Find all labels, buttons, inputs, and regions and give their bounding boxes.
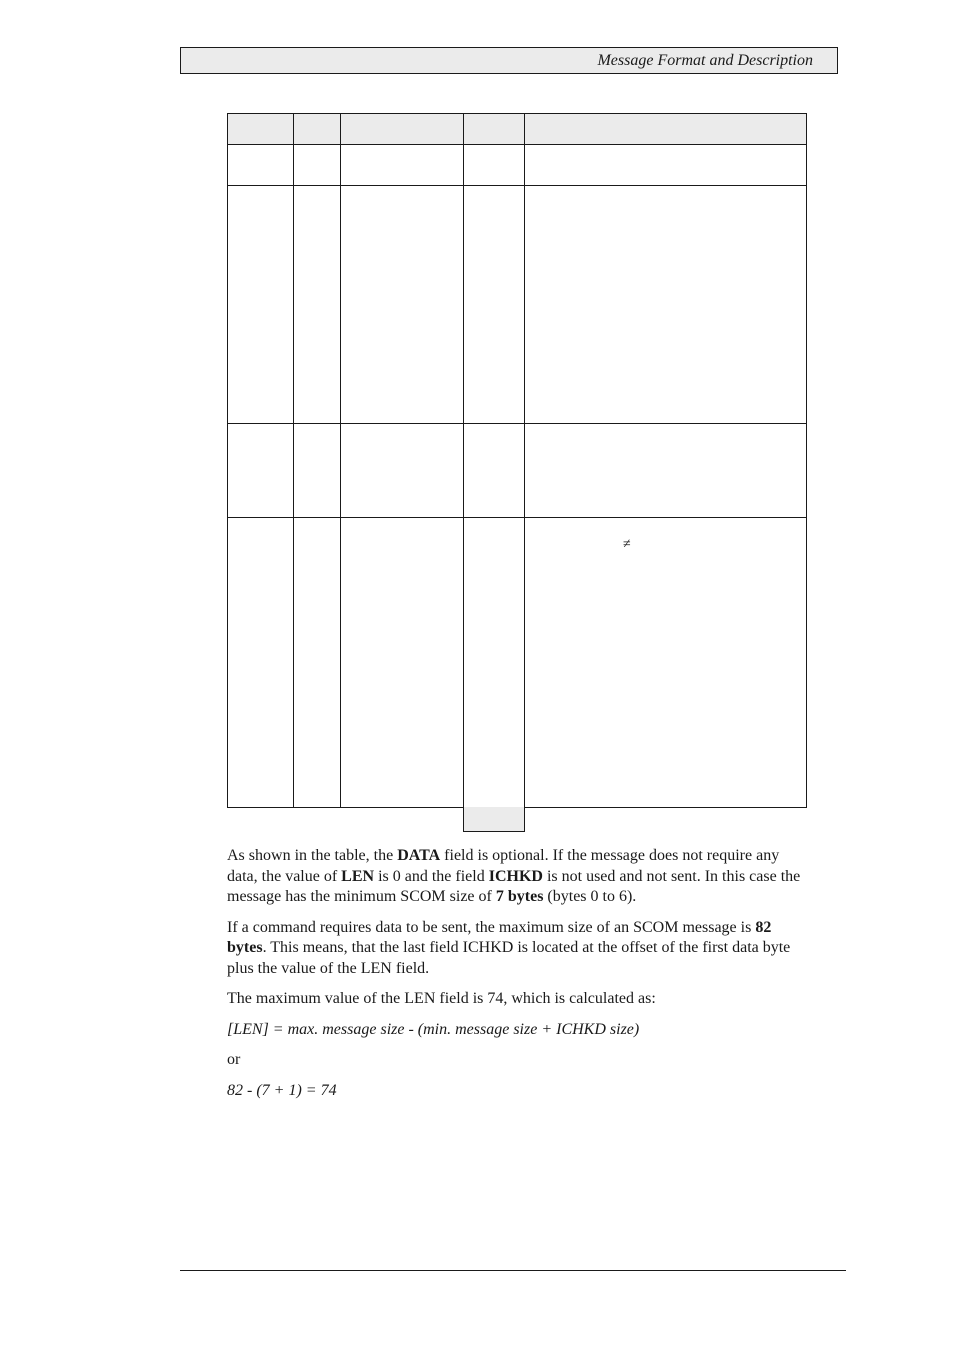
message-format-table (227, 113, 807, 808)
not-equal-symbol: ≠ (623, 537, 631, 552)
table-header-row (228, 114, 807, 145)
running-header (180, 47, 838, 74)
header-cell (525, 114, 807, 145)
formula-general: [LEN] = max. message size - (min. message size + ICHKD size) (227, 1020, 640, 1038)
paragraph-len-max: The maximum value of the LEN field is 74, which is calculated as: (227, 990, 656, 1007)
footer-rule (180, 1270, 846, 1271)
table-border-gap (805, 322, 806, 346)
header-title: Message Format and Description (597, 52, 813, 69)
table-tail-cell (463, 807, 525, 832)
header-cell (294, 114, 341, 145)
table-row (228, 145, 807, 186)
message-format-table-wrapper (227, 113, 806, 808)
table-row (228, 518, 807, 808)
paragraph-max-size: If a command requires data to be sent, the maximum size of an SCOM message is 82 bytes. This means, that the last field ICHKD is located at the offset of the first data byte plus the value of the LEN field. (227, 918, 791, 977)
paragraph-data-optional: As shown in the table, the DATA field is optional. If the message does not require any data, the value of LEN is 0 and the field ICHKD is not used and not sent. In this case the message has the minimum SCOM size of 7 bytes (bytes 0 to 6). (227, 847, 801, 905)
header-cell (341, 114, 464, 145)
header-cell (464, 114, 525, 145)
conjunction-or: or (227, 1051, 241, 1068)
table-row (228, 424, 807, 518)
table-row (228, 186, 807, 424)
header-cell (228, 114, 294, 145)
formula-numeric: 82 - (7 + 1) = 74 (227, 1081, 337, 1099)
body-text (227, 846, 802, 1111)
